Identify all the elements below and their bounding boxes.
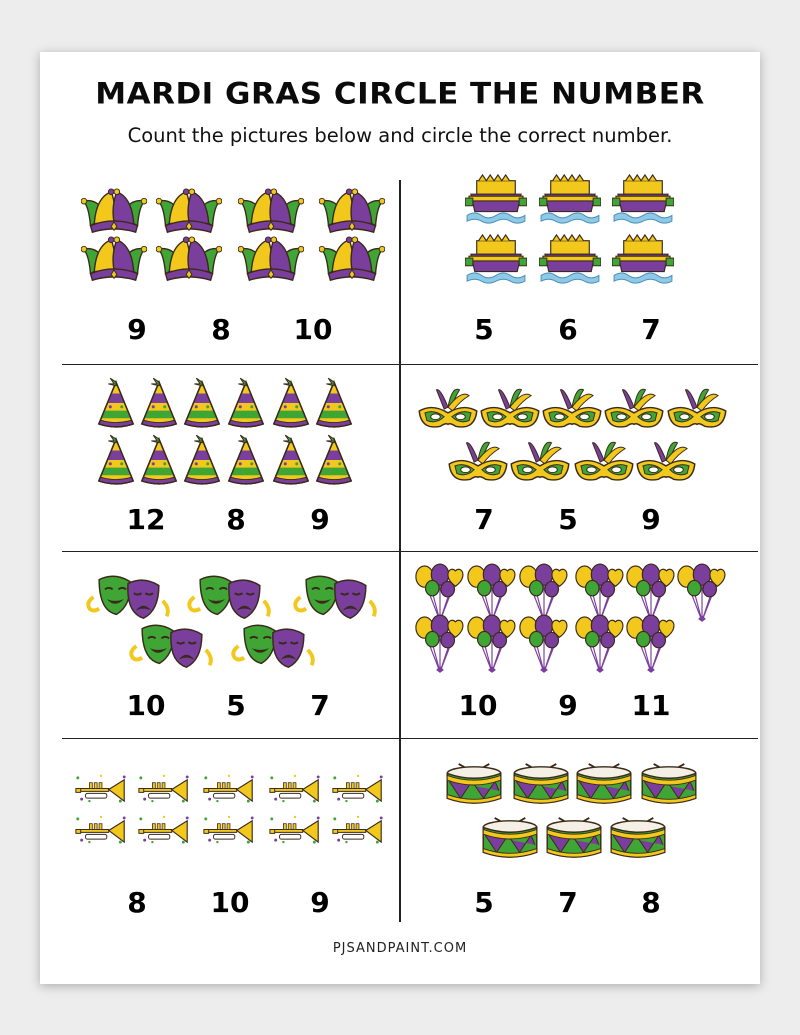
- answer-choice[interactable]: 5: [558, 503, 578, 536]
- answer-choice[interactable]: 6: [558, 313, 578, 346]
- feather-mask-icon: [635, 439, 697, 491]
- answer-choice[interactable]: 11: [631, 689, 671, 722]
- jester-hat-icon: [319, 236, 385, 287]
- trumpet-icon: [266, 772, 324, 809]
- trumpet-icon: [72, 772, 130, 809]
- trumpet-icon: [266, 813, 324, 850]
- answer-choice[interactable]: 10: [458, 689, 498, 722]
- answer-choice[interactable]: 9: [310, 503, 330, 536]
- feather-mask-icon: [479, 386, 541, 438]
- party-hat-icon: [181, 433, 223, 491]
- parade-float-icon: [465, 233, 527, 291]
- jester-hat-icon: [81, 236, 147, 287]
- trumpet-icon: [329, 772, 387, 809]
- answer-choice[interactable]: 8: [211, 313, 231, 346]
- party-hat-icon: [270, 433, 312, 491]
- answer-choice[interactable]: 10: [126, 689, 166, 722]
- answer-choice[interactable]: 7: [558, 886, 578, 919]
- drum-icon: [510, 762, 572, 810]
- balloons-icon: [624, 614, 678, 678]
- theater-masks-icon: [186, 572, 274, 628]
- footer-website: PJSANDPAINT.COM: [332, 941, 468, 956]
- balloons-icon: [573, 614, 627, 678]
- instructions: Count the pictures below and circle the correct number.: [127, 124, 673, 147]
- party-hat-icon: [138, 433, 180, 491]
- party-hat-icon: [270, 376, 312, 434]
- answer-choice[interactable]: 8: [641, 886, 661, 919]
- row-divider: [62, 738, 758, 739]
- row-divider: [62, 364, 758, 365]
- jester-hat-icon: [81, 188, 147, 239]
- row-divider: [62, 551, 758, 552]
- answer-choice[interactable]: 5: [226, 689, 246, 722]
- trumpet-icon: [135, 813, 193, 850]
- parade-float-icon: [612, 173, 674, 231]
- jester-hat-icon: [238, 236, 304, 287]
- party-hat-icon: [138, 376, 180, 434]
- drum-icon: [607, 816, 669, 864]
- answer-choice[interactable]: 12: [126, 503, 166, 536]
- answer-choice[interactable]: 9: [641, 503, 661, 536]
- drum-icon: [543, 816, 605, 864]
- party-hat-icon: [181, 376, 223, 434]
- balloons-icon: [465, 614, 519, 678]
- trumpet-icon: [135, 772, 193, 809]
- feather-mask-icon: [603, 386, 665, 438]
- drum-icon: [479, 816, 541, 864]
- party-hat-icon: [225, 433, 267, 491]
- balloons-icon: [675, 563, 729, 627]
- feather-mask-icon: [666, 386, 728, 438]
- party-hat-icon: [225, 376, 267, 434]
- drum-icon: [573, 762, 635, 810]
- drum-icon: [443, 762, 505, 810]
- answer-choice[interactable]: 8: [226, 503, 246, 536]
- jester-hat-icon: [156, 236, 222, 287]
- answer-choice[interactable]: 5: [474, 886, 494, 919]
- theater-masks-icon: [292, 572, 380, 628]
- jester-hat-icon: [156, 188, 222, 239]
- answer-choice[interactable]: 5: [474, 313, 494, 346]
- feather-mask-icon: [447, 439, 509, 491]
- feather-mask-icon: [509, 439, 571, 491]
- answer-choice[interactable]: 7: [641, 313, 661, 346]
- answer-choice[interactable]: 10: [293, 313, 333, 346]
- balloons-icon: [413, 614, 467, 678]
- party-hat-icon: [313, 376, 355, 434]
- party-hat-icon: [95, 376, 137, 434]
- feather-mask-icon: [573, 439, 635, 491]
- theater-masks-icon: [128, 621, 216, 677]
- answer-choice[interactable]: 10: [210, 886, 250, 919]
- party-hat-icon: [95, 433, 137, 491]
- theater-masks-icon: [85, 572, 173, 628]
- page-title: MARDI GRAS CIRCLE THE NUMBER: [95, 76, 705, 112]
- theater-masks-icon: [230, 621, 318, 677]
- feather-mask-icon: [541, 386, 603, 438]
- parade-float-icon: [539, 233, 601, 291]
- jester-hat-icon: [319, 188, 385, 239]
- trumpet-icon: [329, 813, 387, 850]
- answer-choice[interactable]: 7: [310, 689, 330, 722]
- feather-mask-icon: [417, 386, 479, 438]
- drum-icon: [638, 762, 700, 810]
- parade-float-icon: [539, 173, 601, 231]
- answer-choice[interactable]: 9: [310, 886, 330, 919]
- parade-float-icon: [612, 233, 674, 291]
- party-hat-icon: [313, 433, 355, 491]
- trumpet-icon: [200, 772, 258, 809]
- trumpet-icon: [200, 813, 258, 850]
- parade-float-icon: [465, 173, 527, 231]
- trumpet-icon: [72, 813, 130, 850]
- answer-choice[interactable]: 9: [127, 313, 147, 346]
- answer-choice[interactable]: 9: [558, 689, 578, 722]
- jester-hat-icon: [238, 188, 304, 239]
- answer-choice[interactable]: 8: [127, 886, 147, 919]
- balloons-icon: [517, 614, 571, 678]
- answer-choice[interactable]: 7: [474, 503, 494, 536]
